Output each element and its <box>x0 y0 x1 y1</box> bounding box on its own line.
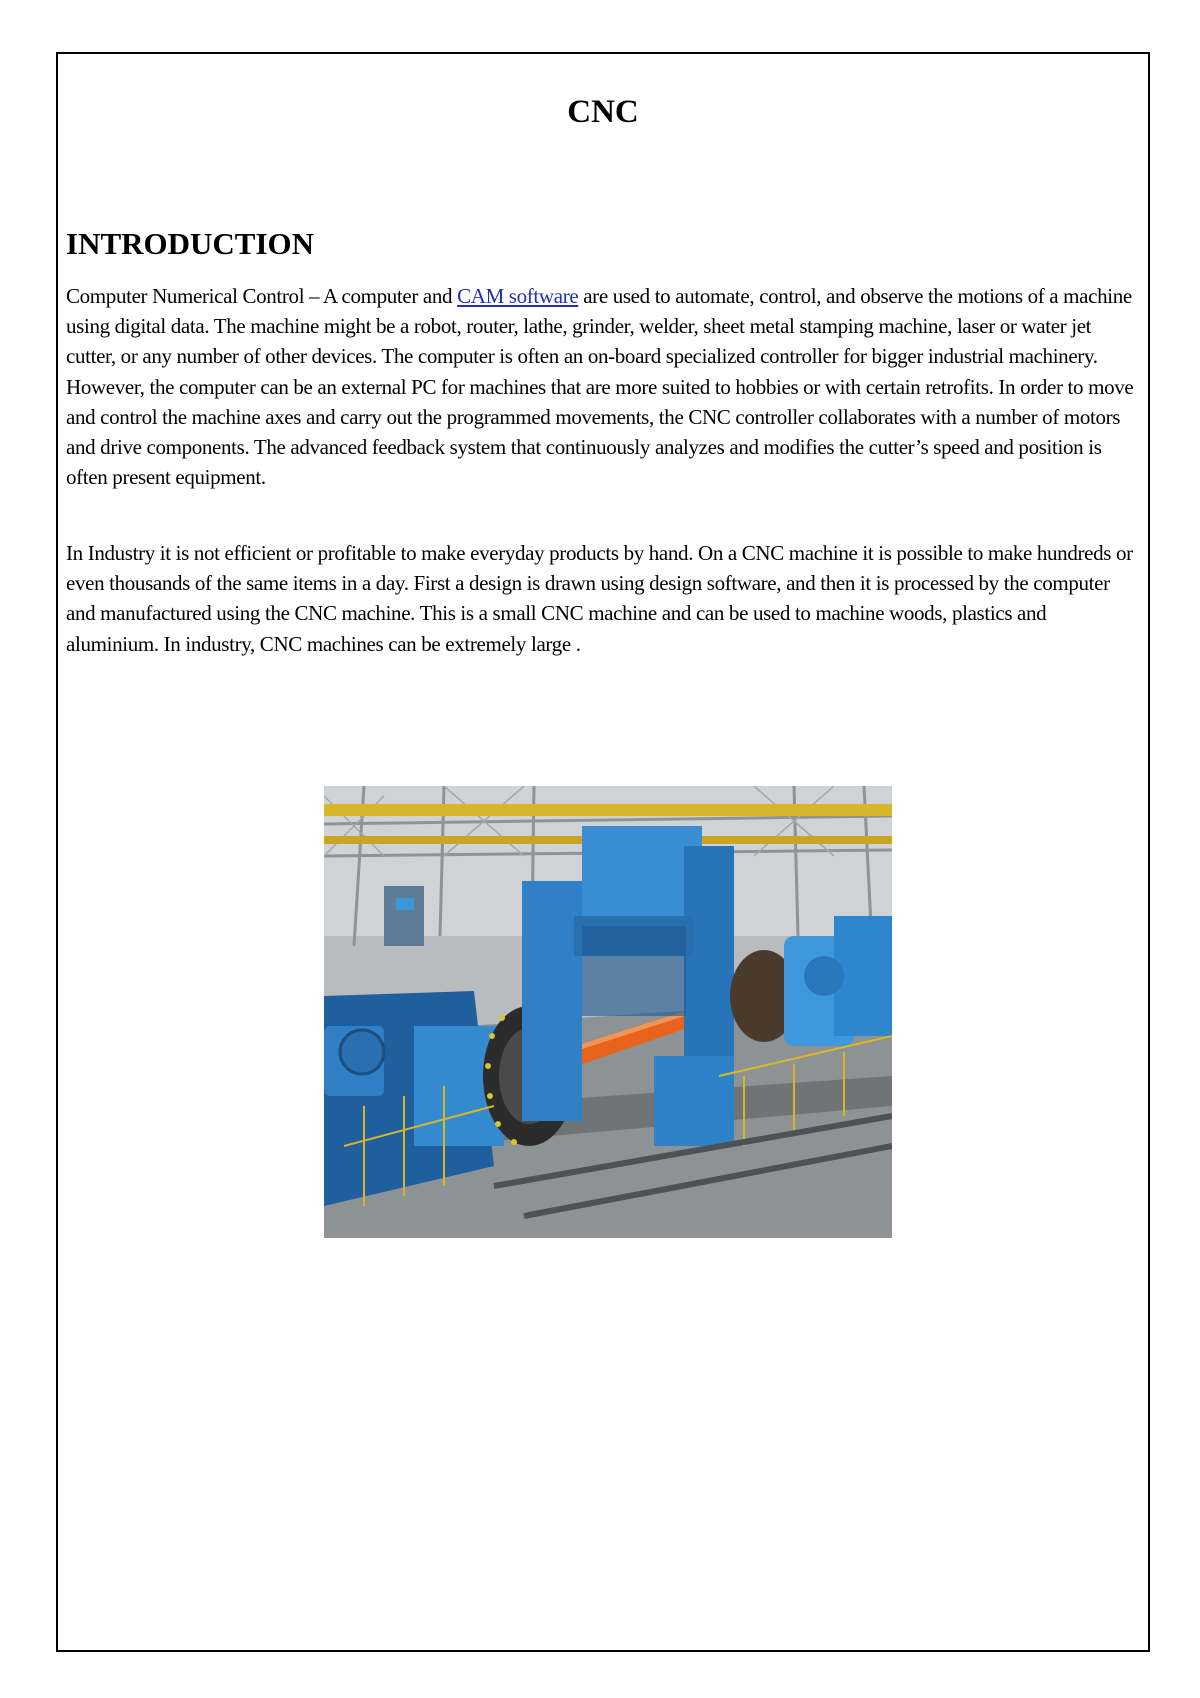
cnc-machine-photo <box>324 786 892 1238</box>
intro-paragraph-1 <box>66 281 1142 492</box>
intro-paragraph-2: In Industry it is not efficient or profitable to make everyday products by hand. On a CNC machine it is possible to make hundreds or even thousands of the same items in a day. First a design is drawn using design software, and then it is processed by the computer and manufactured using the CNC machine. This is a small CNC machine and can be used to machine woods, plastics and aluminium. In industry, CNC machines can be extremely large . <box>66 541 1133 656</box>
paragraph-1-suffix: are used to automate, control, and observe the motions of a machine using digital data. The machine might be a robot, router, lathe, grinder, welder, sheet metal stamping machine, laser or water jet cutter, or any number of other devices. The computer is often an on-board specialized controller for bigger industrial machinery. However, the computer can be an external PC for machines that are more suited to hobbies or with certain retrofits. In order to move and control the machine axes and carry out the programmed movements, the CNC controller collaborates with a number of motors and drive components. The advanced feedback system that continuously analyzes and modifies the cutter’s speed and position is often present equipment. <box>66 284 1134 490</box>
document-title: CNC <box>567 94 639 130</box>
cam-software-link[interactable]: CAM software <box>457 284 579 308</box>
section-heading-introduction: INTRODUCTION <box>66 226 315 261</box>
paragraph-1-prefix: Computer Numerical Control – A computer and <box>66 284 458 308</box>
